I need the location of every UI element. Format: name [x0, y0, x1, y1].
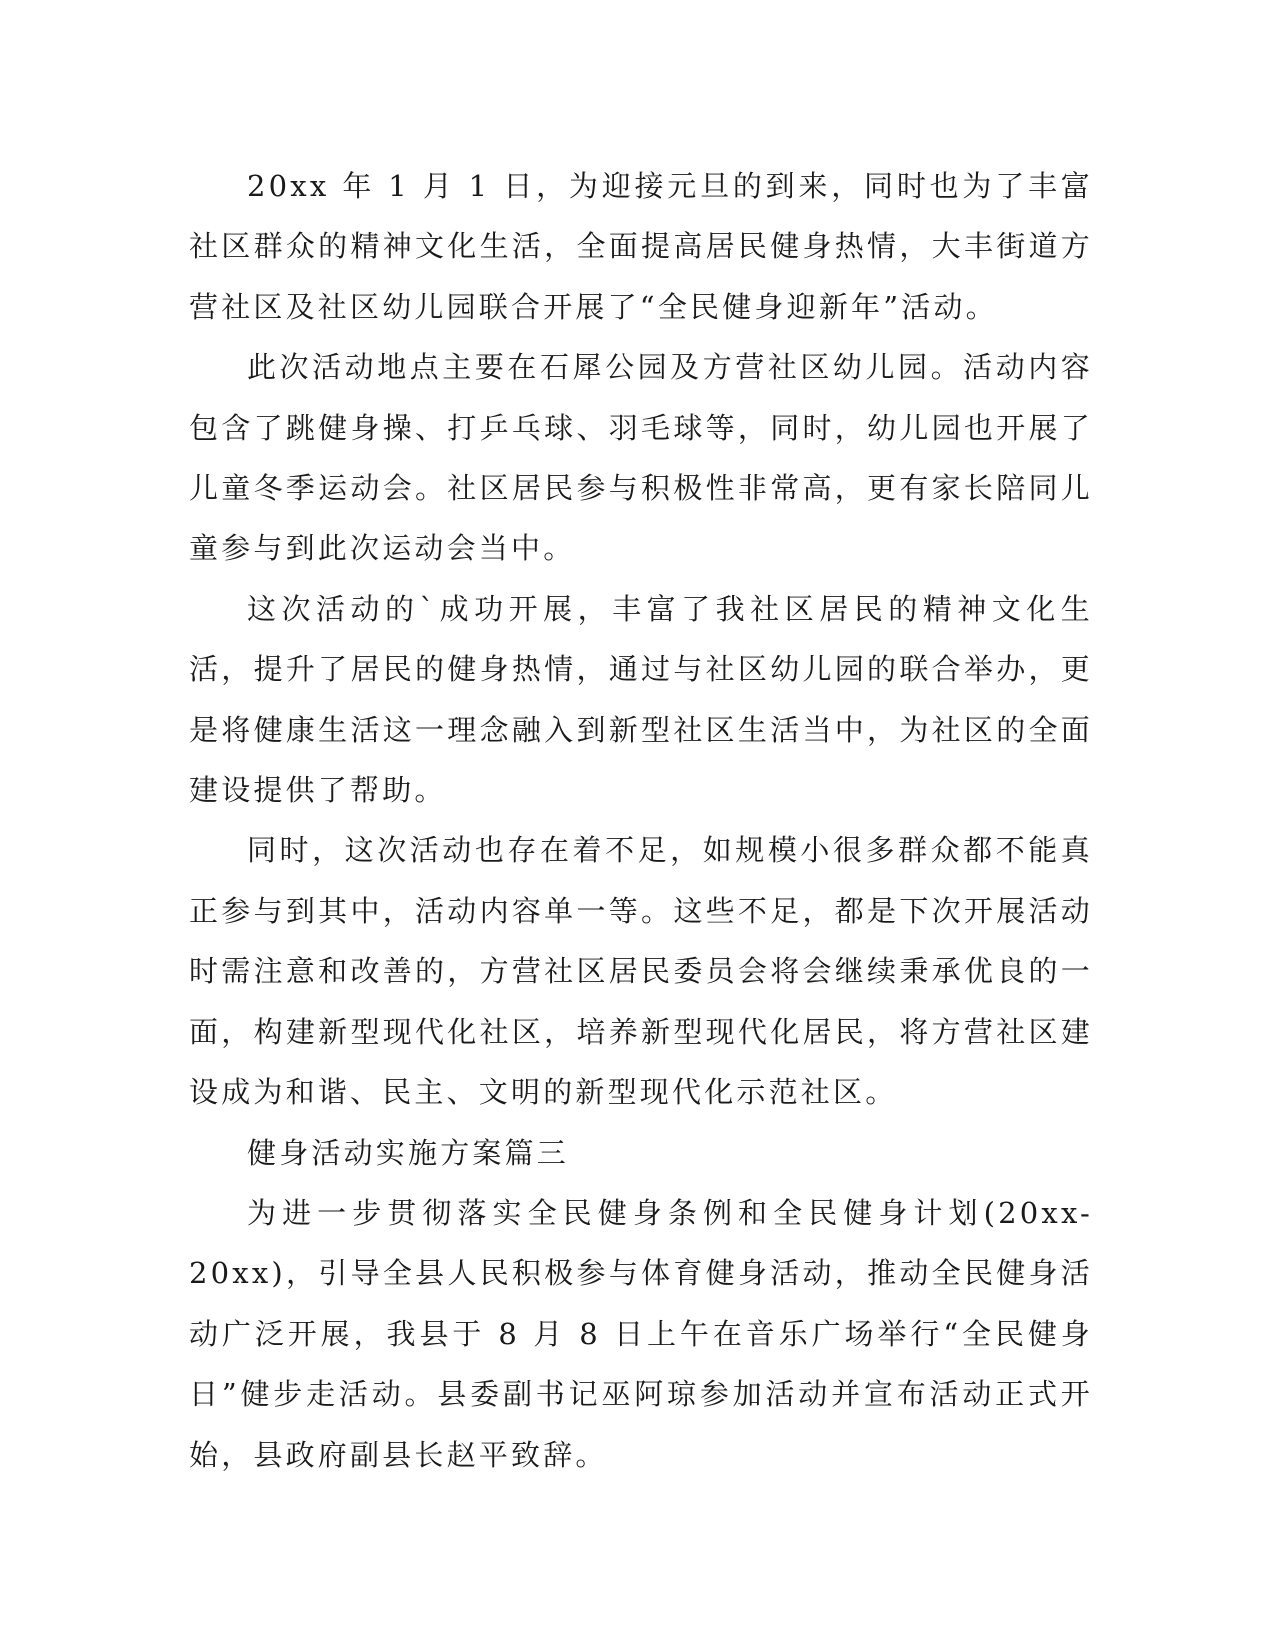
- paragraph-shortcomings: 同时，这次活动也存在着不足，如规模小很多群众都不能真正参与到其中，活动内容单一等。这些不足，都是下次开展活动时需注意和改善的，方营社区居民委员会将会继续秉承优良的一面，构建新型现代化社区，培养新型现代化居民，将方营社区建设成为和谐、民主、文明的新型现代化示范社区。: [189, 833, 1093, 1110]
- section-heading: 健身活动实施方案篇三: [247, 1135, 570, 1170]
- document-body: [189, 156, 1093, 1485]
- paragraph-event-location: 此次活动地点主要在石犀公园及方营社区幼儿园。活动内容包含了跳健身操、打乒乓球、羽毛球等，同时，幼儿园也开展了儿童冬季运动会。社区居民参与积极性非常高，更有家长陪同儿童参与到此次运动会当中。: [189, 350, 1093, 566]
- paragraph-new-year-event: 20xx 年 1 月 1 日，为迎接元旦的到来，同时也为了丰富社区群众的精神文化生活，全面提高居民健身热情，大丰街道方营社区及社区幼儿园联合开展了“全民健身迎新年”活动。: [189, 169, 1093, 324]
- paragraph-fitness-day: 为进一步贯彻落实全民健身条例和全民健身计划(20xx-20xx)，引导全县人民积极参与体育健身活动，推动全民健身活动广泛开展，我县于 8 月 8 日上午在音乐广场举行“全民健身日”健步走活动。县委副书记巫阿琼参加活动并宣布活动正式开始，县政府副县长赵平致辞。: [189, 1195, 1093, 1472]
- paragraph-event-success: 这次活动的`成功开展，丰富了我社区居民的精神文化生活，提升了居民的健身热情，通过与社区幼儿园的联合举办，更是将健康生活这一理念融入到新型社区生活当中，为社区的全面建设提供了帮助。: [189, 591, 1093, 808]
